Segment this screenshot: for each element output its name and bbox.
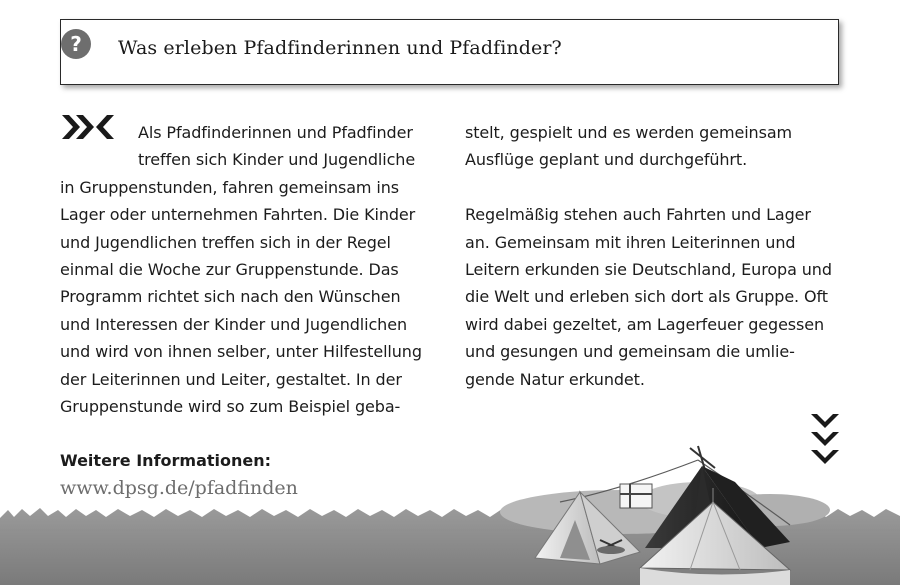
article-line: und gesungen und gemeinsam die umlie- <box>465 342 795 362</box>
article-line: die Welt und erleben sich dort als Gruppe. Oft <box>465 287 828 307</box>
article-line: der Leiterinnen und Leiter, gestaltet. In der <box>60 369 402 389</box>
more-info-label: Weitere Informationen: <box>60 451 272 470</box>
question-title: Was erleben Pfadfinderinnen und Pfadfinder? <box>118 37 562 59</box>
article-line: an. Gemeinsam mit ihren Leiterinnen und <box>465 232 796 252</box>
article-line: wird dabei gezeltet, am Lagerfeuer gegessen <box>465 314 825 334</box>
article-line: treffen sich Kinder und Jugendliche <box>138 150 416 170</box>
article-left-column <box>60 119 432 420</box>
question-box <box>60 19 839 85</box>
article-line: Gruppenstunde wird so zum Beispiel geba- <box>60 397 401 417</box>
camp-tents-illustration <box>0 430 900 585</box>
article-line: Lager oder unternehmen Fahrten. Die Kinder <box>60 205 416 225</box>
article-line: gende Natur erkundet. <box>465 369 645 389</box>
article-line: und Jugendlichen treffen sich in der Regel <box>60 232 391 252</box>
article-line: und wird von ihnen selber, unter Hilfestellung <box>60 342 422 362</box>
article-line: Programm richtet sich nach den Wünschen <box>60 287 401 307</box>
article-line: in Gruppenstunden, fahren gemeinsam ins <box>60 177 400 197</box>
question-mark-circle-icon <box>60 28 92 60</box>
svg-text:?: ? <box>70 32 82 56</box>
article-line: Ausflüge geplant und durchgeführt. <box>465 150 748 170</box>
article-line: und Interessen der Kinder und Jugendlichen <box>60 314 408 334</box>
article-line: stelt, gespielt und es werden gemeinsam <box>465 123 793 142</box>
article-right-column <box>465 119 845 393</box>
article-line: Als Pfadfinderinnen und Pfadfinder <box>138 123 413 142</box>
more-info-link[interactable]: www.dpsg.de/pfadfinden <box>60 477 298 499</box>
article-line: Leitern erkunden sie Deutschland, Europa und <box>465 260 832 280</box>
article-line: Regelmäßig stehen auch Fahrten und Lager <box>465 205 811 225</box>
article-line: einmal die Woche zur Gruppenstunde. Das <box>60 260 399 280</box>
paragraph-gap <box>465 174 845 201</box>
